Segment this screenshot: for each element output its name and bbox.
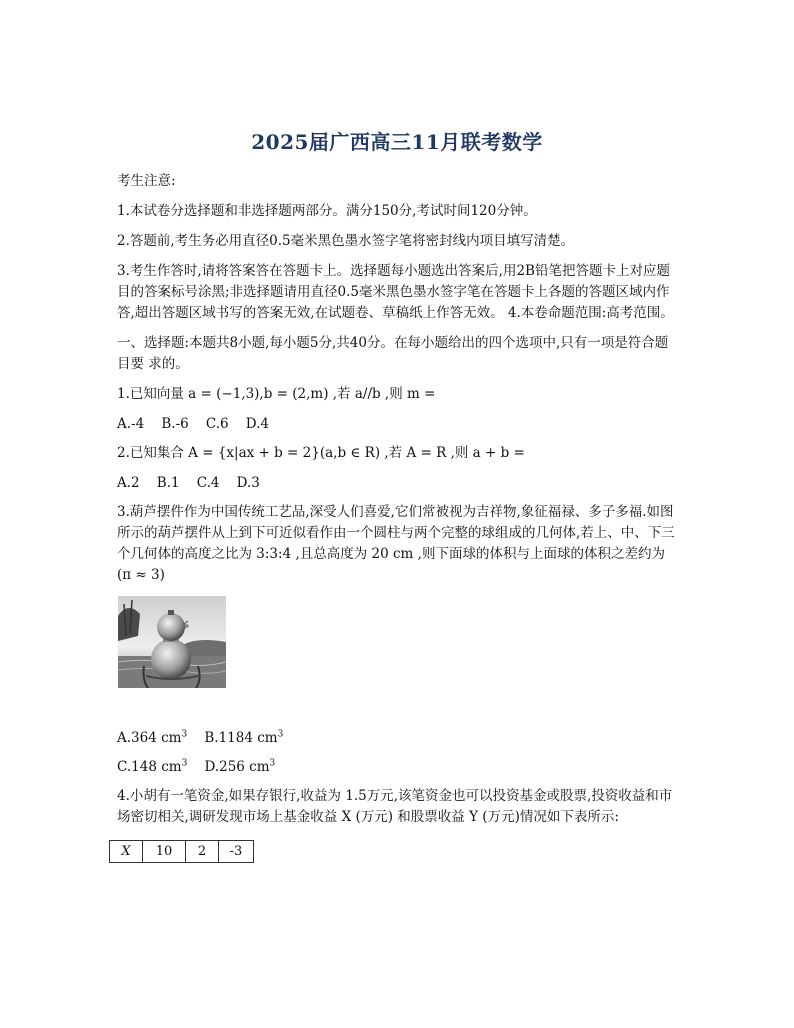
notice-2: 2.答题前,考生务必用直径0.5毫米黑色墨水签字笔将密封线内项目填写清楚。 — [117, 233, 575, 249]
option-b: B.1184 cm — [204, 730, 278, 746]
question-1-stem: 1.已知向量 a = (−1,3),b = (2,m) ,若 a//b ,则 m = — [117, 386, 436, 402]
option-a: A.364 cm — [117, 730, 182, 746]
notice-3: 3.考生作答时,请将答案答在答题卡上。选择题每小题选出答案后,用2B铅笔把答题卡上对应题目的答案标号涂黑;非选择题请用直径0.5毫米黑色墨水签字笔在答题卡上各题的答题区域内作答,超出答题区域书写的答案无效,在试题卷、草稿纸上作答无效。 4.本卷命题范围:高考范围。 — [117, 263, 674, 321]
gourd-photo-icon — [118, 596, 226, 688]
notice-1: 1.本试卷分选择题和非选择题两部分。满分150分,考试时间120分钟。 — [117, 203, 537, 219]
question-1-options: A.-4 B.-6 C.6 D.4 — [117, 416, 270, 432]
question-2-stem: 2.已知集合 A = {x|ax + b = 2}(a,b ∈ R) ,若 A = R ,则 a + b = — [117, 445, 525, 461]
section-heading: 一、选择题:本题共8小题,每小题5分,共40分。在每小题给出的四个选项中,只有一项是符合题目要 求的。 — [117, 335, 669, 372]
question-3-options-ab — [117, 728, 679, 749]
question-4-stem: 4.小胡有一笔资金,如果存银行,收益为 1.5万元,该笔资金也可以投资基金或股票,投资收益和市场密切相关,调研发现市场上基金收益 X (万元) 和股票收益 Y (万元)情况如下表所示: — [117, 788, 673, 825]
question-3-stem: 3.葫芦摆件作为中国传统工艺品,深受人们喜爱,它们常被视为吉祥物,象征福禄、多子多福.如图所示的葫芦摆件从上到下可近似看作由一个圆柱与两个完整的球组成的几何体,若上、中、下三个几何体的高度之比为 3:3:4 ,且总高度为 20 cm ,则下面球的体积与上面球的体积之差约为 (π ≈ 3) — [117, 504, 675, 583]
table-row — [110, 841, 254, 863]
notice-heading: 考生注意: — [117, 173, 176, 189]
exam-content — [117, 171, 679, 863]
question-2-options: A.2 B.1 C.4 D.3 — [117, 475, 260, 491]
option-c: C.148 cm — [117, 759, 182, 775]
option-b-exponent: 3 — [277, 729, 284, 740]
option-d-exponent: 3 — [269, 758, 276, 769]
table-cell: 2 — [186, 841, 219, 863]
table-cell: -3 — [219, 841, 254, 863]
table-header-x: X — [110, 841, 143, 863]
page-title: 2025届广西高三11月联考数学 — [251, 130, 543, 154]
table-cell: 10 — [143, 841, 186, 863]
option-d: D.256 cm — [204, 759, 270, 775]
option-a-exponent: 3 — [181, 729, 188, 740]
option-c-exponent: 3 — [181, 758, 188, 769]
question-3-options-cd — [117, 757, 679, 778]
fund-income-table — [109, 840, 254, 863]
